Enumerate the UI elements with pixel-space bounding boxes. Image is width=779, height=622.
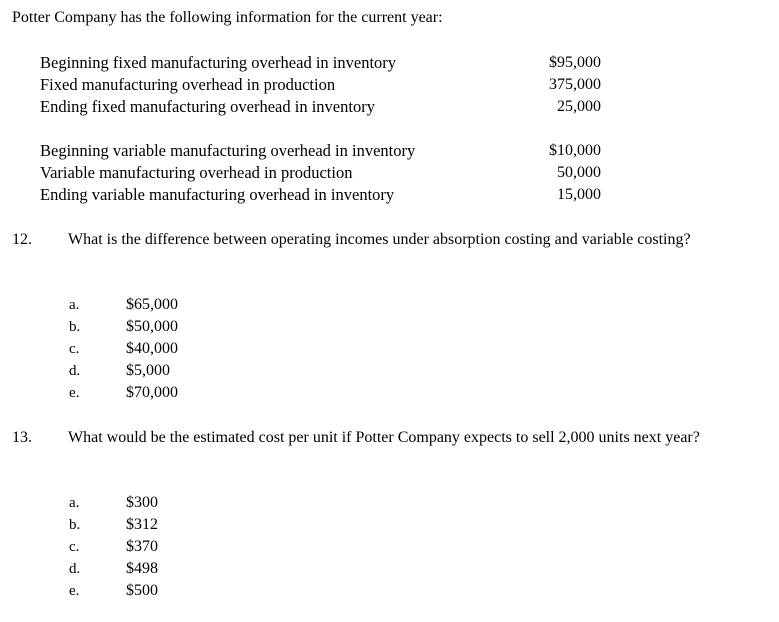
fixed-value-2: 375,000 (549, 76, 601, 93)
fixed-label-2: Fixed manufacturing overhead in production (40, 75, 336, 94)
variable-label-3: Ending variable manufacturing overhead in inventory (40, 185, 395, 204)
fixed-label-3: Ending fixed manufacturing overhead in inventory (40, 97, 375, 116)
q13-option-e-letter: e. (69, 583, 80, 599)
q13-option-a-letter: a. (69, 495, 80, 511)
q13-option-c-value[interactable]: $370 (126, 538, 158, 555)
q13-option-c-letter: c. (69, 539, 80, 555)
q12-option-a-letter: a. (69, 297, 80, 313)
fixed-label-1: Beginning fixed manufacturing overhead in inventory (40, 53, 397, 72)
q12-option-b-letter: b. (69, 319, 81, 335)
q13-option-b-letter: b. (69, 517, 81, 533)
question-13-number: 13. (12, 429, 32, 446)
q12-option-d-value[interactable]: $5,000 (126, 362, 170, 379)
q12-option-c-value[interactable]: $40,000 (126, 340, 178, 357)
q12-option-e-letter: e. (69, 385, 80, 401)
q13-option-a-value[interactable]: $300 (126, 494, 158, 511)
q12-option-d-letter: d. (69, 363, 81, 379)
variable-label-2: Variable manufacturing overhead in production (40, 163, 353, 182)
variable-value-2: 50,000 (557, 164, 601, 181)
question-13-text: What would be the estimated cost per unit if Potter Company expects to sell 2,000 units next year? (68, 429, 700, 446)
q13-option-d-value[interactable]: $498 (126, 560, 158, 577)
variable-value-1: $10,000 (549, 142, 601, 159)
variable-label-1: Beginning variable manufacturing overhead in inventory (40, 141, 416, 160)
q12-option-e-value[interactable]: $70,000 (126, 384, 178, 401)
fixed-value-1: $95,000 (549, 54, 601, 71)
q12-option-c-letter: c. (69, 341, 80, 357)
q13-option-b-value[interactable]: $312 (126, 516, 158, 533)
question-12-number: 12. (12, 231, 32, 248)
q12-option-b-value[interactable]: $50,000 (126, 318, 178, 335)
fixed-value-3: 25,000 (557, 98, 601, 115)
q13-option-d-letter: d. (69, 561, 81, 577)
q12-option-a-value[interactable]: $65,000 (126, 296, 178, 313)
intro-text: Potter Company has the following information for the current year: (12, 9, 443, 26)
variable-value-3: 15,000 (557, 186, 601, 203)
question-12-text: What is the difference between operating incomes under absorption costing and variable costing? (68, 231, 691, 248)
q13-option-e-value[interactable]: $500 (126, 582, 158, 599)
